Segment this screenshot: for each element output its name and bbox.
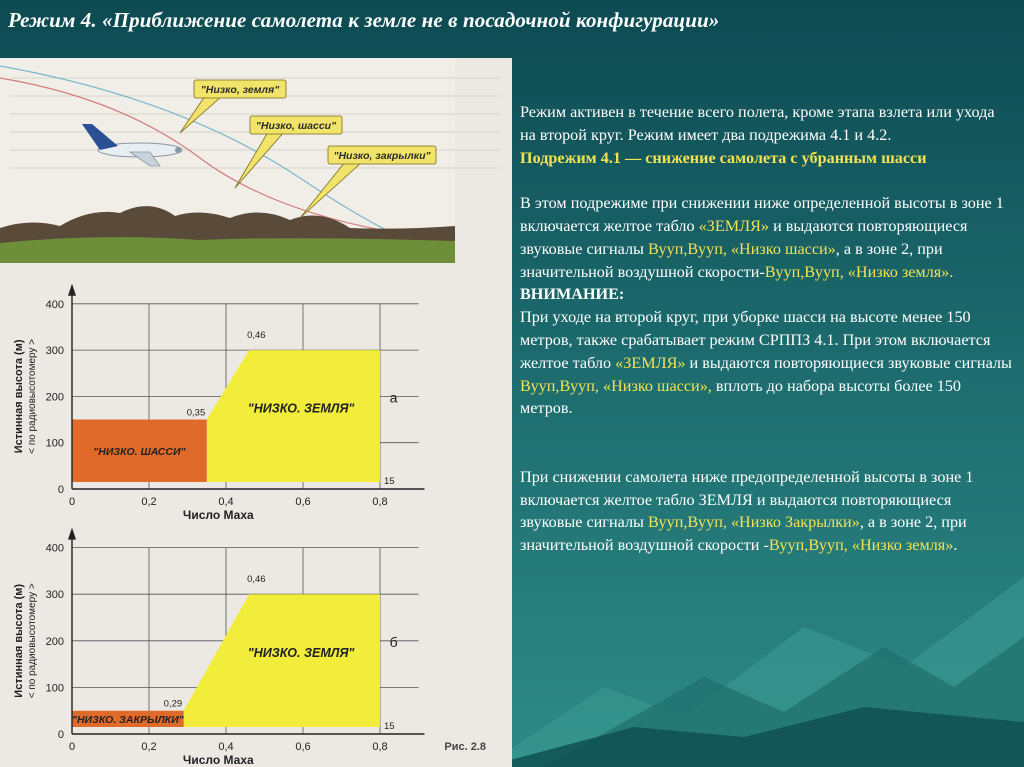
y-tick-label: 200 [45,635,64,648]
x-tick-label: 0,2 [141,496,157,508]
mark-15-label: 15 [384,476,395,488]
zone-ground-area [184,594,380,727]
highlight-span: Вууп,Вууп, «Низко шасси» [647,239,836,258]
y-axis-sublabel: < по радиовысотомеру > [27,583,38,699]
mark-low-label: 0,35 [186,407,206,419]
y-tick-label: 100 [45,437,64,450]
y-axis-arrow-icon [68,528,76,540]
x-tick-label: 0,4 [218,496,234,508]
page-title: Режим 4. «Приближение самолета к земле не в посадочной конфигурации» [8,8,720,32]
x-tick-label: 0,4 [218,741,234,753]
text-span: , а в зоне 2, при значительной воздушной скорости- [520,239,943,281]
mark-high-label: 0,46 [247,330,266,342]
figure-svg [0,58,512,767]
callout-gear-label: "Низко, шасси" [255,120,337,132]
zone-ground-area [207,350,380,482]
y-tick-label: 300 [45,589,64,602]
highlight-span: Вууп,Вууп, «Низко шасси», [520,376,712,395]
highlight-span: Вууп,Вууп, «Низко земля». [764,262,954,281]
text-span: и выдаются повторяющиеся звуковые сигналы [520,216,968,258]
highlight-span: «ЗЕМЛЯ» [615,353,686,372]
y-tick-label: 200 [45,391,64,404]
x-tick-label: 0,8 [372,741,388,753]
body-text [520,101,1012,557]
subheading-4-1: Подрежим 4.1 — снижение самолета с убранным шасси [520,148,927,167]
mark-low-label: 0,29 [163,698,183,710]
paragraph-submode [520,192,1012,283]
text-span: , а в зоне 2, при значительной воздушной скорости - [520,513,967,555]
y-axis-label: Истинная высота (м) [13,583,25,698]
y-tick-label: 300 [45,345,64,358]
x-tick-label: 0 [68,496,76,508]
zone-ground-label: "НИЗКО. ЗЕМЛЯ" [247,646,355,661]
text-span: В этом подрежиме при снижении ниже определенной высоты в зоне 1 включается желтое табло [520,194,1004,235]
text-span: вплоть до набора высоты более 150 метров. [520,376,962,418]
mark-high-label: 0,46 [247,574,266,586]
x-axis-label: Число Маха [182,508,254,522]
zone-ground-label: "НИЗКО. ЗЕМЛЯ" [247,401,355,416]
highlight-span: «ЗЕМЛЯ» [698,216,770,235]
paragraph-intro: Режим активен в течение всего полета, кроме этапа взлета или ухода на второй круг. Режим имеет два подрежима 4.1 и 4.2. [520,103,995,144]
panel-letter: а [389,389,398,406]
chart-a [13,284,425,522]
y-axis-arrow-icon [68,284,76,296]
paragraph-go-around [520,306,1012,420]
mark-15-label: 15 [384,721,395,733]
y-tick-label: 0 [57,484,64,496]
figure-panel [0,58,512,767]
y-tick-label: 400 [45,298,64,311]
text-span: и выдаются повторяющиеся звуковые сигналы [685,353,1012,372]
y-axis-label: Истинная высота (м) [13,339,25,454]
highlight-span: Вууп,Вууп, «Низко земля» [768,536,954,555]
x-tick-label: 0,2 [141,741,157,753]
x-tick-label: 0,6 [295,496,311,508]
figure-caption: Рис. 2.8 [444,741,486,753]
callout-flaps-label: "Низко, закрылки" [333,150,431,162]
x-axis-label: Число Маха [182,753,254,767]
paragraph-flaps [520,466,1012,557]
text-span: При уходе на второй круг, при уборке шасси на высоте менее 150 метров, также срабатывает режим СРППЗ 4.1. При этом включается желтое табло [520,308,991,372]
panel-letter: б [389,633,398,650]
y-tick-label: 400 [45,542,64,555]
y-tick-label: 0 [57,729,64,741]
attention-heading: ВНИМАНИЕ: [520,285,625,304]
text-span: При снижении самолета ниже предопределенной высоты в зоне 1 включается желтое табло ЗЕМЛЯ и выдаются повторяющиеся звуковые сигналы [520,467,974,532]
zone-config-label: "НИЗКО. ЗАКРЫЛКИ" [71,713,184,726]
x-tick-label: 0 [68,741,76,753]
approach-scene [0,58,500,263]
highlight-span: Вууп,Вууп, «Низко Закрылки» [647,513,860,532]
x-tick-label: 0,8 [372,496,388,508]
callout-ground-label: "Низко, земля" [200,84,280,96]
mountain-decoration [484,537,1024,767]
x-tick-label: 0,6 [295,741,311,753]
y-axis-sublabel: < по радиовысотомеру > [27,338,38,454]
zone-config-label: "НИЗКО. ШАССИ" [93,445,186,458]
chart-b [13,528,425,767]
text-span: . [953,536,958,555]
y-tick-label: 100 [45,682,64,695]
